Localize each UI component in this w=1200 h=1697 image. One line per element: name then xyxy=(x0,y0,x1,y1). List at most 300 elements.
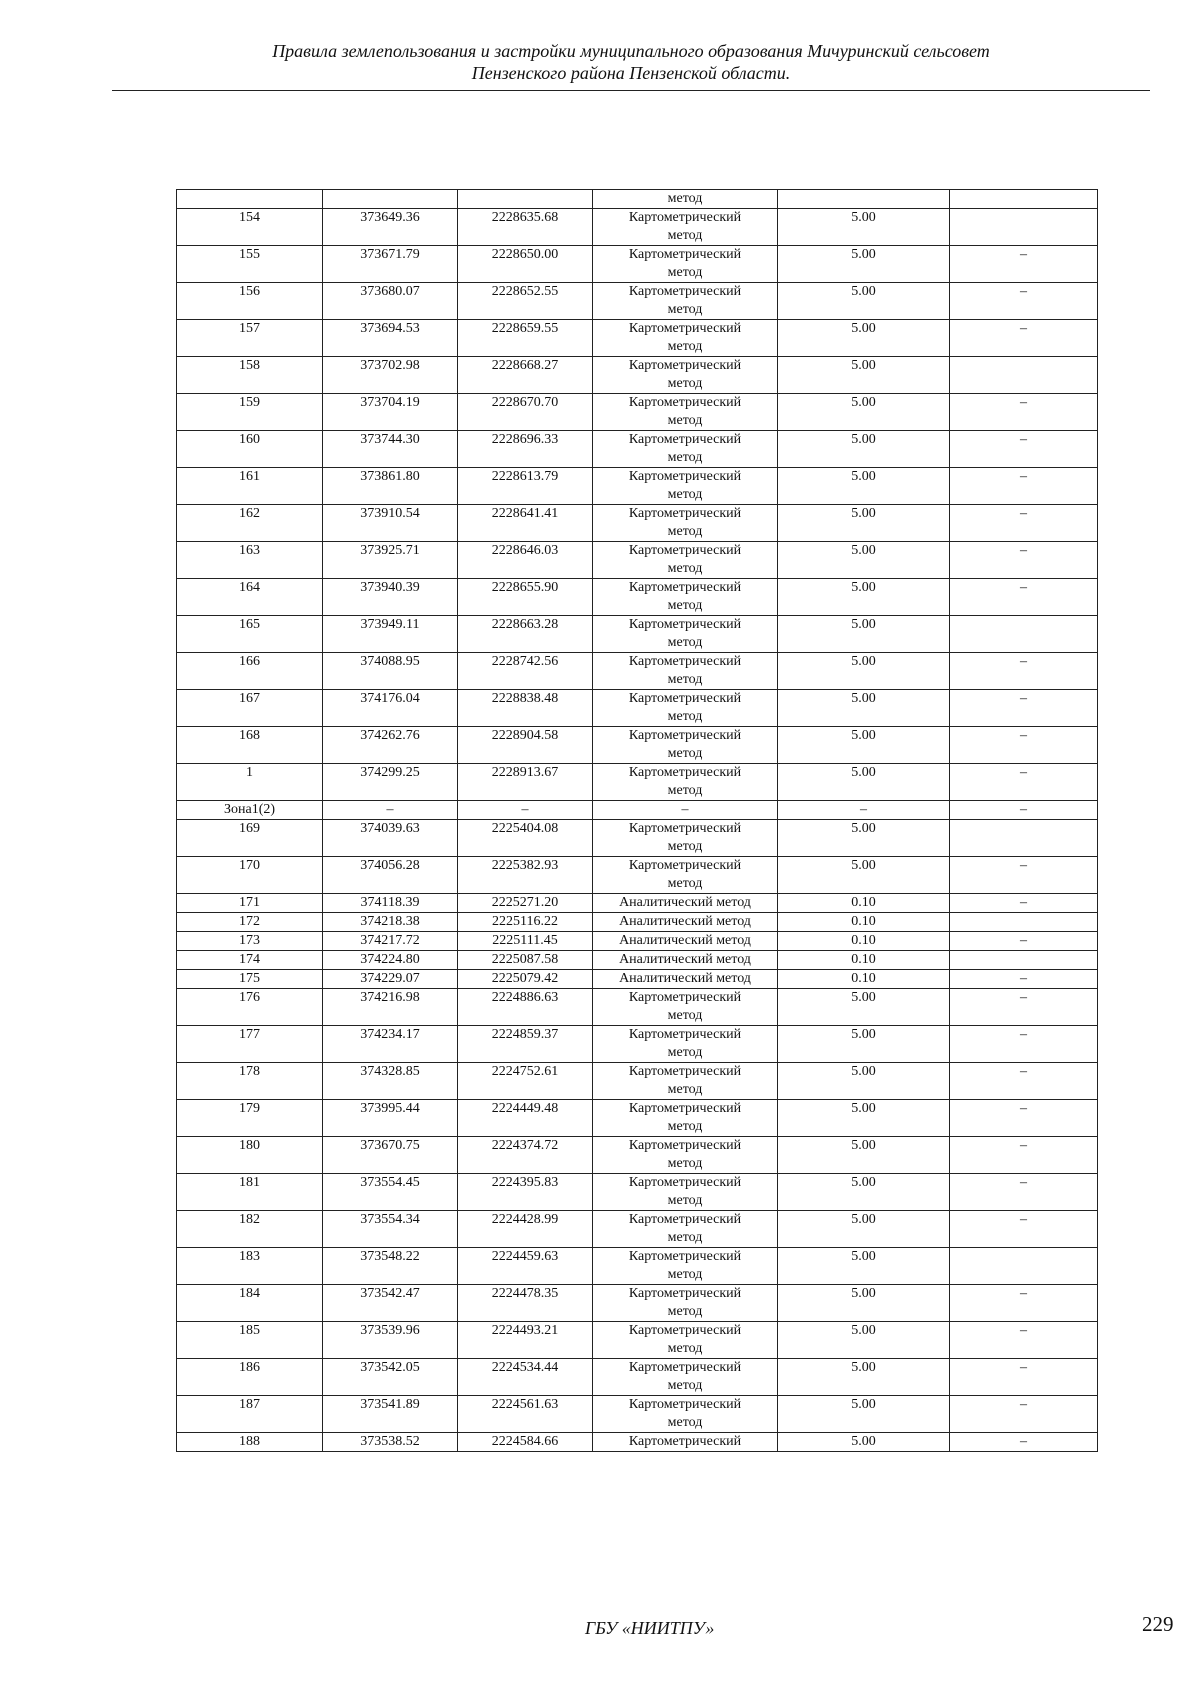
method-line-2: метод xyxy=(667,1045,703,1060)
cell-x: 374039.63 xyxy=(323,820,458,857)
cell-y: 2228670.70 xyxy=(458,394,593,431)
cell-accuracy: 5.00 xyxy=(778,357,950,394)
table-row xyxy=(177,579,1098,616)
table-row xyxy=(177,1285,1098,1322)
cell-x: 374224.80 xyxy=(323,951,458,970)
table-row xyxy=(177,616,1098,653)
cell-point: 159 xyxy=(177,394,323,431)
method-line-2: метод xyxy=(667,413,703,428)
cell-accuracy: 5.00 xyxy=(778,209,950,246)
cell-point: 167 xyxy=(177,690,323,727)
cell-method xyxy=(593,951,778,970)
cell-point: 171 xyxy=(177,894,323,913)
table-row xyxy=(177,801,1098,820)
method-line-2: метод xyxy=(667,672,703,687)
method-line-2: метод xyxy=(667,1119,703,1134)
table-row xyxy=(177,970,1098,989)
cell-accuracy: 5.00 xyxy=(778,1063,950,1100)
page-number: 229 xyxy=(1142,1612,1174,1636)
cell-note: – xyxy=(950,320,1098,357)
method-line-2: метод xyxy=(667,1378,703,1393)
cell-note: – xyxy=(950,690,1098,727)
cell-accuracy: 5.00 xyxy=(778,1359,950,1396)
cell-x: 373995.44 xyxy=(323,1100,458,1137)
method-line-2: метод xyxy=(667,746,703,761)
method-line-1: Картометрический xyxy=(628,321,742,336)
cell-note: – xyxy=(950,468,1098,505)
method-line-1: Картометрический xyxy=(628,858,742,873)
cell-method: метод xyxy=(593,190,778,209)
cell-note: – xyxy=(950,727,1098,764)
cell-y: 2225116.22 xyxy=(458,913,593,932)
cell-point: 173 xyxy=(177,932,323,951)
cell-accuracy: 5.00 xyxy=(778,394,950,431)
cell-y: 2224534.44 xyxy=(458,1359,593,1396)
cell-point: 163 xyxy=(177,542,323,579)
cell-y: 2228646.03 xyxy=(458,542,593,579)
cell-x: 374234.17 xyxy=(323,1026,458,1063)
cell-accuracy: 5.00 xyxy=(778,542,950,579)
cell-accuracy: 5.00 xyxy=(778,468,950,505)
cell-y: 2228641.41 xyxy=(458,505,593,542)
method-line-1: Картометрический xyxy=(628,990,742,1005)
cell-method xyxy=(593,690,778,727)
cell-accuracy: 5.00 xyxy=(778,1322,950,1359)
cell-y: 2224584.66 xyxy=(458,1433,593,1452)
cell-accuracy: 5.00 xyxy=(778,320,950,357)
cell-note: – xyxy=(950,579,1098,616)
cell-method xyxy=(593,320,778,357)
table-row xyxy=(177,932,1098,951)
cell-y: 2224374.72 xyxy=(458,1137,593,1174)
method-line-2: метод xyxy=(667,450,703,465)
cell-note xyxy=(950,1248,1098,1285)
cell-y: 2228742.56 xyxy=(458,653,593,690)
cell-method xyxy=(593,970,778,989)
table-row xyxy=(177,1026,1098,1063)
method-line-1: Картометрический xyxy=(628,469,742,484)
cell-y: 2228696.33 xyxy=(458,431,593,468)
cell-note xyxy=(950,209,1098,246)
cell-y: 2228659.55 xyxy=(458,320,593,357)
cell-x: 374056.28 xyxy=(323,857,458,894)
cell-y: 2224459.63 xyxy=(458,1248,593,1285)
cell-y: 2225087.58 xyxy=(458,951,593,970)
cell-point xyxy=(177,190,323,209)
cell-note: – xyxy=(950,1285,1098,1322)
method-line-1: Картометрический xyxy=(628,1323,742,1338)
cell-method xyxy=(593,1137,778,1174)
cell-x: 373670.75 xyxy=(323,1137,458,1174)
cell-accuracy: 5.00 xyxy=(778,690,950,727)
coordinates-table-body xyxy=(177,190,1098,1452)
table-row xyxy=(177,690,1098,727)
cell-y: 2228650.00 xyxy=(458,246,593,283)
header-line-2: Пензенского района Пензенской области. xyxy=(471,63,791,83)
cell-x: 373541.89 xyxy=(323,1396,458,1433)
method-line-1: Картометрический xyxy=(628,395,742,410)
cell-note: – xyxy=(950,932,1098,951)
cell-note: – xyxy=(950,857,1098,894)
method-line-2: метод xyxy=(667,376,703,391)
cell-point: 186 xyxy=(177,1359,323,1396)
cell-note: – xyxy=(950,1063,1098,1100)
cell-accuracy: 5.00 xyxy=(778,1396,950,1433)
cell-x xyxy=(323,190,458,209)
cell-accuracy: 5.00 xyxy=(778,653,950,690)
cell-x: 373542.05 xyxy=(323,1359,458,1396)
method-line-2: метод xyxy=(667,302,703,317)
cell-method xyxy=(593,1359,778,1396)
cell-x: 373940.39 xyxy=(323,579,458,616)
cell-y: 2224493.21 xyxy=(458,1322,593,1359)
table-row xyxy=(177,320,1098,357)
cell-point: 168 xyxy=(177,727,323,764)
cell-accuracy: 0.10 xyxy=(778,951,950,970)
cell-x: 373554.34 xyxy=(323,1211,458,1248)
method-line-1: Аналитический метод xyxy=(619,914,751,929)
table-row xyxy=(177,468,1098,505)
table-row xyxy=(177,1359,1098,1396)
table-row xyxy=(177,764,1098,801)
cell-point: 157 xyxy=(177,320,323,357)
table-row xyxy=(177,431,1098,468)
cell-x: 373548.22 xyxy=(323,1248,458,1285)
cell-note: – xyxy=(950,970,1098,989)
cell-method xyxy=(593,209,778,246)
cell-y: 2225079.42 xyxy=(458,970,593,989)
table-row xyxy=(177,1322,1098,1359)
method-line-1: Картометрический xyxy=(628,691,742,706)
cell-x: 373554.45 xyxy=(323,1174,458,1211)
cell-y: 2224886.63 xyxy=(458,989,593,1026)
method-line-1: Картометрический xyxy=(628,1064,742,1079)
cell-note: – xyxy=(950,653,1098,690)
method-line-1: Картометрический xyxy=(628,580,742,595)
method-line-1: Картометрический xyxy=(628,1286,742,1301)
method-line-2: метод xyxy=(667,839,703,854)
method-line-1: Картометрический xyxy=(628,728,742,743)
cell-note: – xyxy=(950,1100,1098,1137)
cell-accuracy: 5.00 xyxy=(778,1100,950,1137)
table-row xyxy=(177,894,1098,913)
cell-method xyxy=(593,616,778,653)
cell-method xyxy=(593,727,778,764)
cell-point: 181 xyxy=(177,1174,323,1211)
cell-point: 172 xyxy=(177,913,323,932)
method-line-2: метод xyxy=(667,524,703,539)
table-row xyxy=(177,989,1098,1026)
method-line-1: Картометрический xyxy=(628,654,742,669)
method-line-1: Картометрический xyxy=(628,765,742,780)
method-line-2: метод xyxy=(667,709,703,724)
method-line-2: метод xyxy=(667,876,703,891)
cell-note: – xyxy=(950,246,1098,283)
header-line-1: Правила землепользования и застройки муниципального образования Мичуринский сельсовет xyxy=(272,41,990,61)
cell-note: – xyxy=(950,283,1098,320)
method-line-2: метод xyxy=(667,1082,703,1097)
cell-accuracy: 5.00 xyxy=(778,1285,950,1322)
table-row xyxy=(177,1100,1098,1137)
cell-x: 373910.54 xyxy=(323,505,458,542)
method-line-2: метод xyxy=(667,228,703,243)
cell-note: – xyxy=(950,894,1098,913)
header-divider xyxy=(112,90,1150,91)
cell-point: 170 xyxy=(177,857,323,894)
cell-y: 2225111.45 xyxy=(458,932,593,951)
method-line-2: метод xyxy=(667,339,703,354)
cell-x: 374262.76 xyxy=(323,727,458,764)
cell-y: 2225404.08 xyxy=(458,820,593,857)
method-line-2: метод xyxy=(667,1008,703,1023)
cell-point: 155 xyxy=(177,246,323,283)
method-line-2: метод xyxy=(667,1341,703,1356)
table-row xyxy=(177,913,1098,932)
method-line-1: – xyxy=(681,802,689,817)
method-line-2: метод xyxy=(667,265,703,280)
method-line-2: метод xyxy=(667,1415,703,1430)
cell-point: 161 xyxy=(177,468,323,505)
cell-point: 166 xyxy=(177,653,323,690)
cell-y: 2228913.67 xyxy=(458,764,593,801)
cell-method xyxy=(593,989,778,1026)
cell-point: 187 xyxy=(177,1396,323,1433)
method-line-1: Аналитический метод xyxy=(619,971,751,986)
cell-accuracy: 5.00 xyxy=(778,1137,950,1174)
method-line-2: метод xyxy=(667,783,703,798)
cell-point: 176 xyxy=(177,989,323,1026)
method-line-1: Картометрический xyxy=(628,432,742,447)
cell-point: 175 xyxy=(177,970,323,989)
cell-x: 373649.36 xyxy=(323,209,458,246)
cell-point: 169 xyxy=(177,820,323,857)
table-row xyxy=(177,283,1098,320)
cell-point: 165 xyxy=(177,616,323,653)
cell-note xyxy=(950,190,1098,209)
cell-x: 374217.72 xyxy=(323,932,458,951)
cell-accuracy: 5.00 xyxy=(778,246,950,283)
cell-y: 2224561.63 xyxy=(458,1396,593,1433)
cell-note: – xyxy=(950,801,1098,820)
cell-point: 179 xyxy=(177,1100,323,1137)
cell-x: 373671.79 xyxy=(323,246,458,283)
cell-x: 374229.07 xyxy=(323,970,458,989)
table-row xyxy=(177,951,1098,970)
cell-point: 164 xyxy=(177,579,323,616)
cell-y: 2228668.27 xyxy=(458,357,593,394)
cell-x: 374218.38 xyxy=(323,913,458,932)
cell-note: – xyxy=(950,764,1098,801)
method-line-2: метод xyxy=(667,1267,703,1282)
cell-accuracy: 5.00 xyxy=(778,1248,950,1285)
cell-accuracy: 0.10 xyxy=(778,970,950,989)
cell-method xyxy=(593,932,778,951)
table-row xyxy=(177,246,1098,283)
cell-accuracy xyxy=(778,190,950,209)
cell-x: 373861.80 xyxy=(323,468,458,505)
cell-point: 162 xyxy=(177,505,323,542)
cell-accuracy: 5.00 xyxy=(778,1433,950,1452)
cell-y: 2224449.48 xyxy=(458,1100,593,1137)
method-line-1: Картометрический xyxy=(628,210,742,225)
method-line-1: Картометрический xyxy=(628,821,742,836)
method-line-1: Картометрический xyxy=(628,1397,742,1412)
cell-note xyxy=(950,616,1098,653)
cell-point: 1 xyxy=(177,764,323,801)
cell-point: 185 xyxy=(177,1322,323,1359)
cell-x: 374088.95 xyxy=(323,653,458,690)
table-row xyxy=(177,820,1098,857)
cell-point: 156 xyxy=(177,283,323,320)
cell-accuracy: 5.00 xyxy=(778,505,950,542)
cell-note: – xyxy=(950,431,1098,468)
cell-method xyxy=(593,283,778,320)
method-line-2: метод xyxy=(667,1193,703,1208)
cell-y: – xyxy=(458,801,593,820)
page-header xyxy=(112,40,1150,84)
cell-y: 2228635.68 xyxy=(458,209,593,246)
cell-method xyxy=(593,1100,778,1137)
cell-method xyxy=(593,394,778,431)
cell-method xyxy=(593,1063,778,1100)
method-line-1: Картометрический xyxy=(628,506,742,521)
cell-x: 374299.25 xyxy=(323,764,458,801)
cell-y: 2224752.61 xyxy=(458,1063,593,1100)
method-line-1: Картометрический xyxy=(628,1249,742,1264)
cell-point: 182 xyxy=(177,1211,323,1248)
cell-y: 2224478.35 xyxy=(458,1285,593,1322)
cell-x: 373542.47 xyxy=(323,1285,458,1322)
table-row xyxy=(177,1248,1098,1285)
method-line-2: метод xyxy=(667,561,703,576)
method-line-1: Картометрический xyxy=(628,284,742,299)
cell-y: 2225271.20 xyxy=(458,894,593,913)
method-line-1: Аналитический метод xyxy=(619,895,751,910)
cell-note: – xyxy=(950,394,1098,431)
cell-point: 177 xyxy=(177,1026,323,1063)
table-row xyxy=(177,209,1098,246)
method-line-1: Картометрический xyxy=(628,617,742,632)
cell-method xyxy=(593,468,778,505)
cell-x: 373704.19 xyxy=(323,394,458,431)
cell-accuracy: 5.00 xyxy=(778,820,950,857)
cell-y: 2224859.37 xyxy=(458,1026,593,1063)
cell-method xyxy=(593,1433,778,1452)
cell-accuracy: 5.00 xyxy=(778,857,950,894)
method-line-1: Картометрический xyxy=(628,543,742,558)
cell-method xyxy=(593,857,778,894)
cell-note xyxy=(950,951,1098,970)
cell-x: 373680.07 xyxy=(323,283,458,320)
cell-note: – xyxy=(950,1211,1098,1248)
cell-x: 373694.53 xyxy=(323,320,458,357)
cell-x: 374328.85 xyxy=(323,1063,458,1100)
method-line-2: метод xyxy=(667,1156,703,1171)
coordinates-table xyxy=(176,189,1098,1452)
cell-method xyxy=(593,542,778,579)
method-line-1: Картометрический xyxy=(628,1360,742,1375)
cell-method xyxy=(593,357,778,394)
table-row xyxy=(177,1211,1098,1248)
cell-point: Зона1(2) xyxy=(177,801,323,820)
cell-note: – xyxy=(950,1174,1098,1211)
cell-note xyxy=(950,820,1098,857)
method-line-1: Картометрический xyxy=(628,1434,742,1449)
cell-point: 160 xyxy=(177,431,323,468)
table-row xyxy=(177,1174,1098,1211)
cell-note: – xyxy=(950,1137,1098,1174)
cell-note: – xyxy=(950,542,1098,579)
method-line-2: метод xyxy=(667,1304,703,1319)
cell-method xyxy=(593,1026,778,1063)
cell-x: 374118.39 xyxy=(323,894,458,913)
cell-point: 174 xyxy=(177,951,323,970)
method-line-2: метод xyxy=(667,635,703,650)
cell-point: 188 xyxy=(177,1433,323,1452)
cell-y: 2224428.99 xyxy=(458,1211,593,1248)
cell-x: – xyxy=(323,801,458,820)
cell-method xyxy=(593,764,778,801)
table-row xyxy=(177,1063,1098,1100)
cell-y: 2228904.58 xyxy=(458,727,593,764)
cell-accuracy: 5.00 xyxy=(778,1174,950,1211)
table-row xyxy=(177,357,1098,394)
table-row xyxy=(177,653,1098,690)
cell-accuracy: 5.00 xyxy=(778,283,950,320)
cell-method xyxy=(593,431,778,468)
cell-method xyxy=(593,894,778,913)
cell-method xyxy=(593,579,778,616)
cell-y: 2228652.55 xyxy=(458,283,593,320)
cell-method xyxy=(593,801,778,820)
table-row xyxy=(177,542,1098,579)
cell-accuracy: 5.00 xyxy=(778,764,950,801)
table-row-continuation xyxy=(177,190,1098,209)
footer-org: ГБУ «НИИТПУ» xyxy=(585,1618,715,1638)
cell-point: 154 xyxy=(177,209,323,246)
table-row xyxy=(177,1396,1098,1433)
cell-accuracy: 5.00 xyxy=(778,616,950,653)
cell-x: 373702.98 xyxy=(323,357,458,394)
cell-y: 2228613.79 xyxy=(458,468,593,505)
cell-method xyxy=(593,1211,778,1248)
cell-accuracy: 5.00 xyxy=(778,727,950,764)
cell-note: – xyxy=(950,1359,1098,1396)
cell-note: – xyxy=(950,1396,1098,1433)
cell-y: 2224395.83 xyxy=(458,1174,593,1211)
cell-method xyxy=(593,1396,778,1433)
table-row xyxy=(177,727,1098,764)
cell-point: 178 xyxy=(177,1063,323,1100)
cell-note xyxy=(950,913,1098,932)
cell-x: 374176.04 xyxy=(323,690,458,727)
table-row xyxy=(177,1137,1098,1174)
cell-y xyxy=(458,190,593,209)
cell-method xyxy=(593,505,778,542)
cell-accuracy: 5.00 xyxy=(778,989,950,1026)
table-row xyxy=(177,394,1098,431)
cell-note xyxy=(950,357,1098,394)
method-line-1: Аналитический метод xyxy=(619,933,751,948)
method-line-2: метод xyxy=(667,487,703,502)
cell-accuracy: 5.00 xyxy=(778,1026,950,1063)
method-line-2: метод xyxy=(667,1230,703,1245)
cell-accuracy: 0.10 xyxy=(778,913,950,932)
cell-note: – xyxy=(950,1026,1098,1063)
cell-method xyxy=(593,820,778,857)
method-line-1: Картометрический xyxy=(628,1027,742,1042)
cell-y: 2228663.28 xyxy=(458,616,593,653)
